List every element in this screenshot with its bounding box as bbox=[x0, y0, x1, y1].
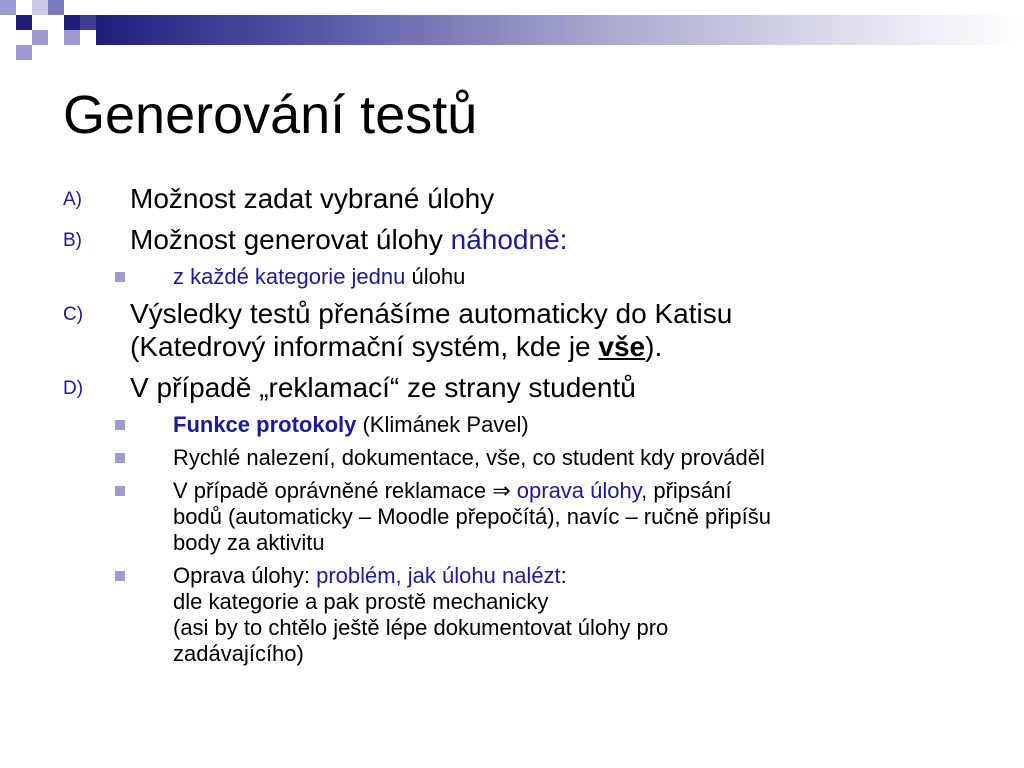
list-item-d bbox=[63, 371, 963, 404]
list-item-a bbox=[63, 182, 963, 215]
slide-title: Generování testů bbox=[63, 85, 478, 145]
list-item-text-line2 bbox=[130, 330, 963, 363]
implies-arrow-icon: ⇒ bbox=[492, 478, 511, 503]
sub-item-line3: (asi by to chtělo ještě lépe dokumentovat úlohy pro bbox=[173, 615, 669, 640]
sub-item-line3: body za aktivitu bbox=[173, 530, 325, 555]
header-decoration bbox=[0, 0, 1024, 60]
sub-item-d4 bbox=[63, 563, 963, 667]
header-gradient-bar bbox=[96, 15, 1024, 45]
square-bullet-icon bbox=[115, 272, 125, 282]
text-segment: ). bbox=[645, 331, 663, 362]
sub-item-line1 bbox=[173, 478, 963, 504]
text-segment: (Katedrový informační systém, kde je bbox=[130, 331, 599, 362]
decor-square bbox=[32, 0, 48, 15]
list-item-c bbox=[63, 297, 963, 363]
text-segment: V případě oprávněné reklamace bbox=[173, 478, 493, 503]
highlight-text: náhodně: bbox=[450, 224, 568, 255]
emphasis-text: vše bbox=[598, 331, 646, 362]
sub-item-text: (Klimánek Pavel) bbox=[356, 412, 529, 437]
sub-item-line4: zadávajícího) bbox=[173, 641, 304, 666]
sub-item-text: Rychlé nalezení, dokumentace, vše, co student kdy prováděl bbox=[173, 445, 765, 470]
highlight-text: oprava úlohy bbox=[516, 478, 642, 503]
list-item-text: Možnost zadat vybrané úlohy bbox=[130, 183, 495, 214]
sub-item-line2: bodů (automaticky – Moodle přepočítá), navíc – ručně připíšu bbox=[173, 504, 771, 529]
decor-square bbox=[64, 30, 80, 45]
list-item-text: Výsledky testů přenášíme automaticky do Katisu bbox=[130, 298, 733, 329]
list-marker: A) bbox=[63, 189, 82, 210]
list-marker: D) bbox=[63, 378, 84, 399]
decor-square bbox=[0, 0, 16, 15]
highlight-text: problém, jak úlohu nalézt bbox=[316, 563, 561, 588]
square-bullet-icon bbox=[115, 453, 125, 463]
decor-square bbox=[32, 30, 48, 45]
slide-content bbox=[63, 182, 963, 674]
bold-highlight-text: Funkce protokoly bbox=[173, 412, 357, 437]
square-bullet-icon bbox=[115, 571, 125, 581]
decor-square bbox=[16, 45, 32, 60]
decor-square bbox=[16, 15, 32, 30]
decor-square bbox=[80, 15, 96, 30]
sub-item-b1 bbox=[63, 264, 963, 290]
sub-item-d1 bbox=[63, 412, 963, 438]
list-item-text: V případě „reklamací“ ze strany studentů bbox=[130, 372, 636, 403]
sub-item-text: úlohu bbox=[405, 264, 466, 289]
text-segment: , připsání bbox=[641, 478, 732, 503]
text-segment: Oprava úlohy: bbox=[173, 563, 317, 588]
decor-square bbox=[48, 0, 64, 15]
list-item-text: Možnost generovat úlohy bbox=[130, 224, 451, 255]
decor-square bbox=[64, 15, 80, 30]
square-bullet-icon bbox=[115, 486, 125, 496]
highlight-text: z každé kategorie jednu bbox=[173, 264, 406, 289]
sub-item-line2: dle kategorie a pak prostě mechanicky bbox=[173, 589, 549, 614]
square-bullet-icon bbox=[115, 420, 125, 430]
text-segment: : bbox=[560, 563, 567, 588]
sub-item-line1 bbox=[173, 563, 963, 589]
sub-item-d2 bbox=[63, 445, 963, 471]
list-item-b bbox=[63, 223, 963, 256]
list-marker: C) bbox=[63, 304, 84, 325]
list-marker: B) bbox=[63, 230, 82, 251]
sub-item-d3 bbox=[63, 478, 963, 556]
